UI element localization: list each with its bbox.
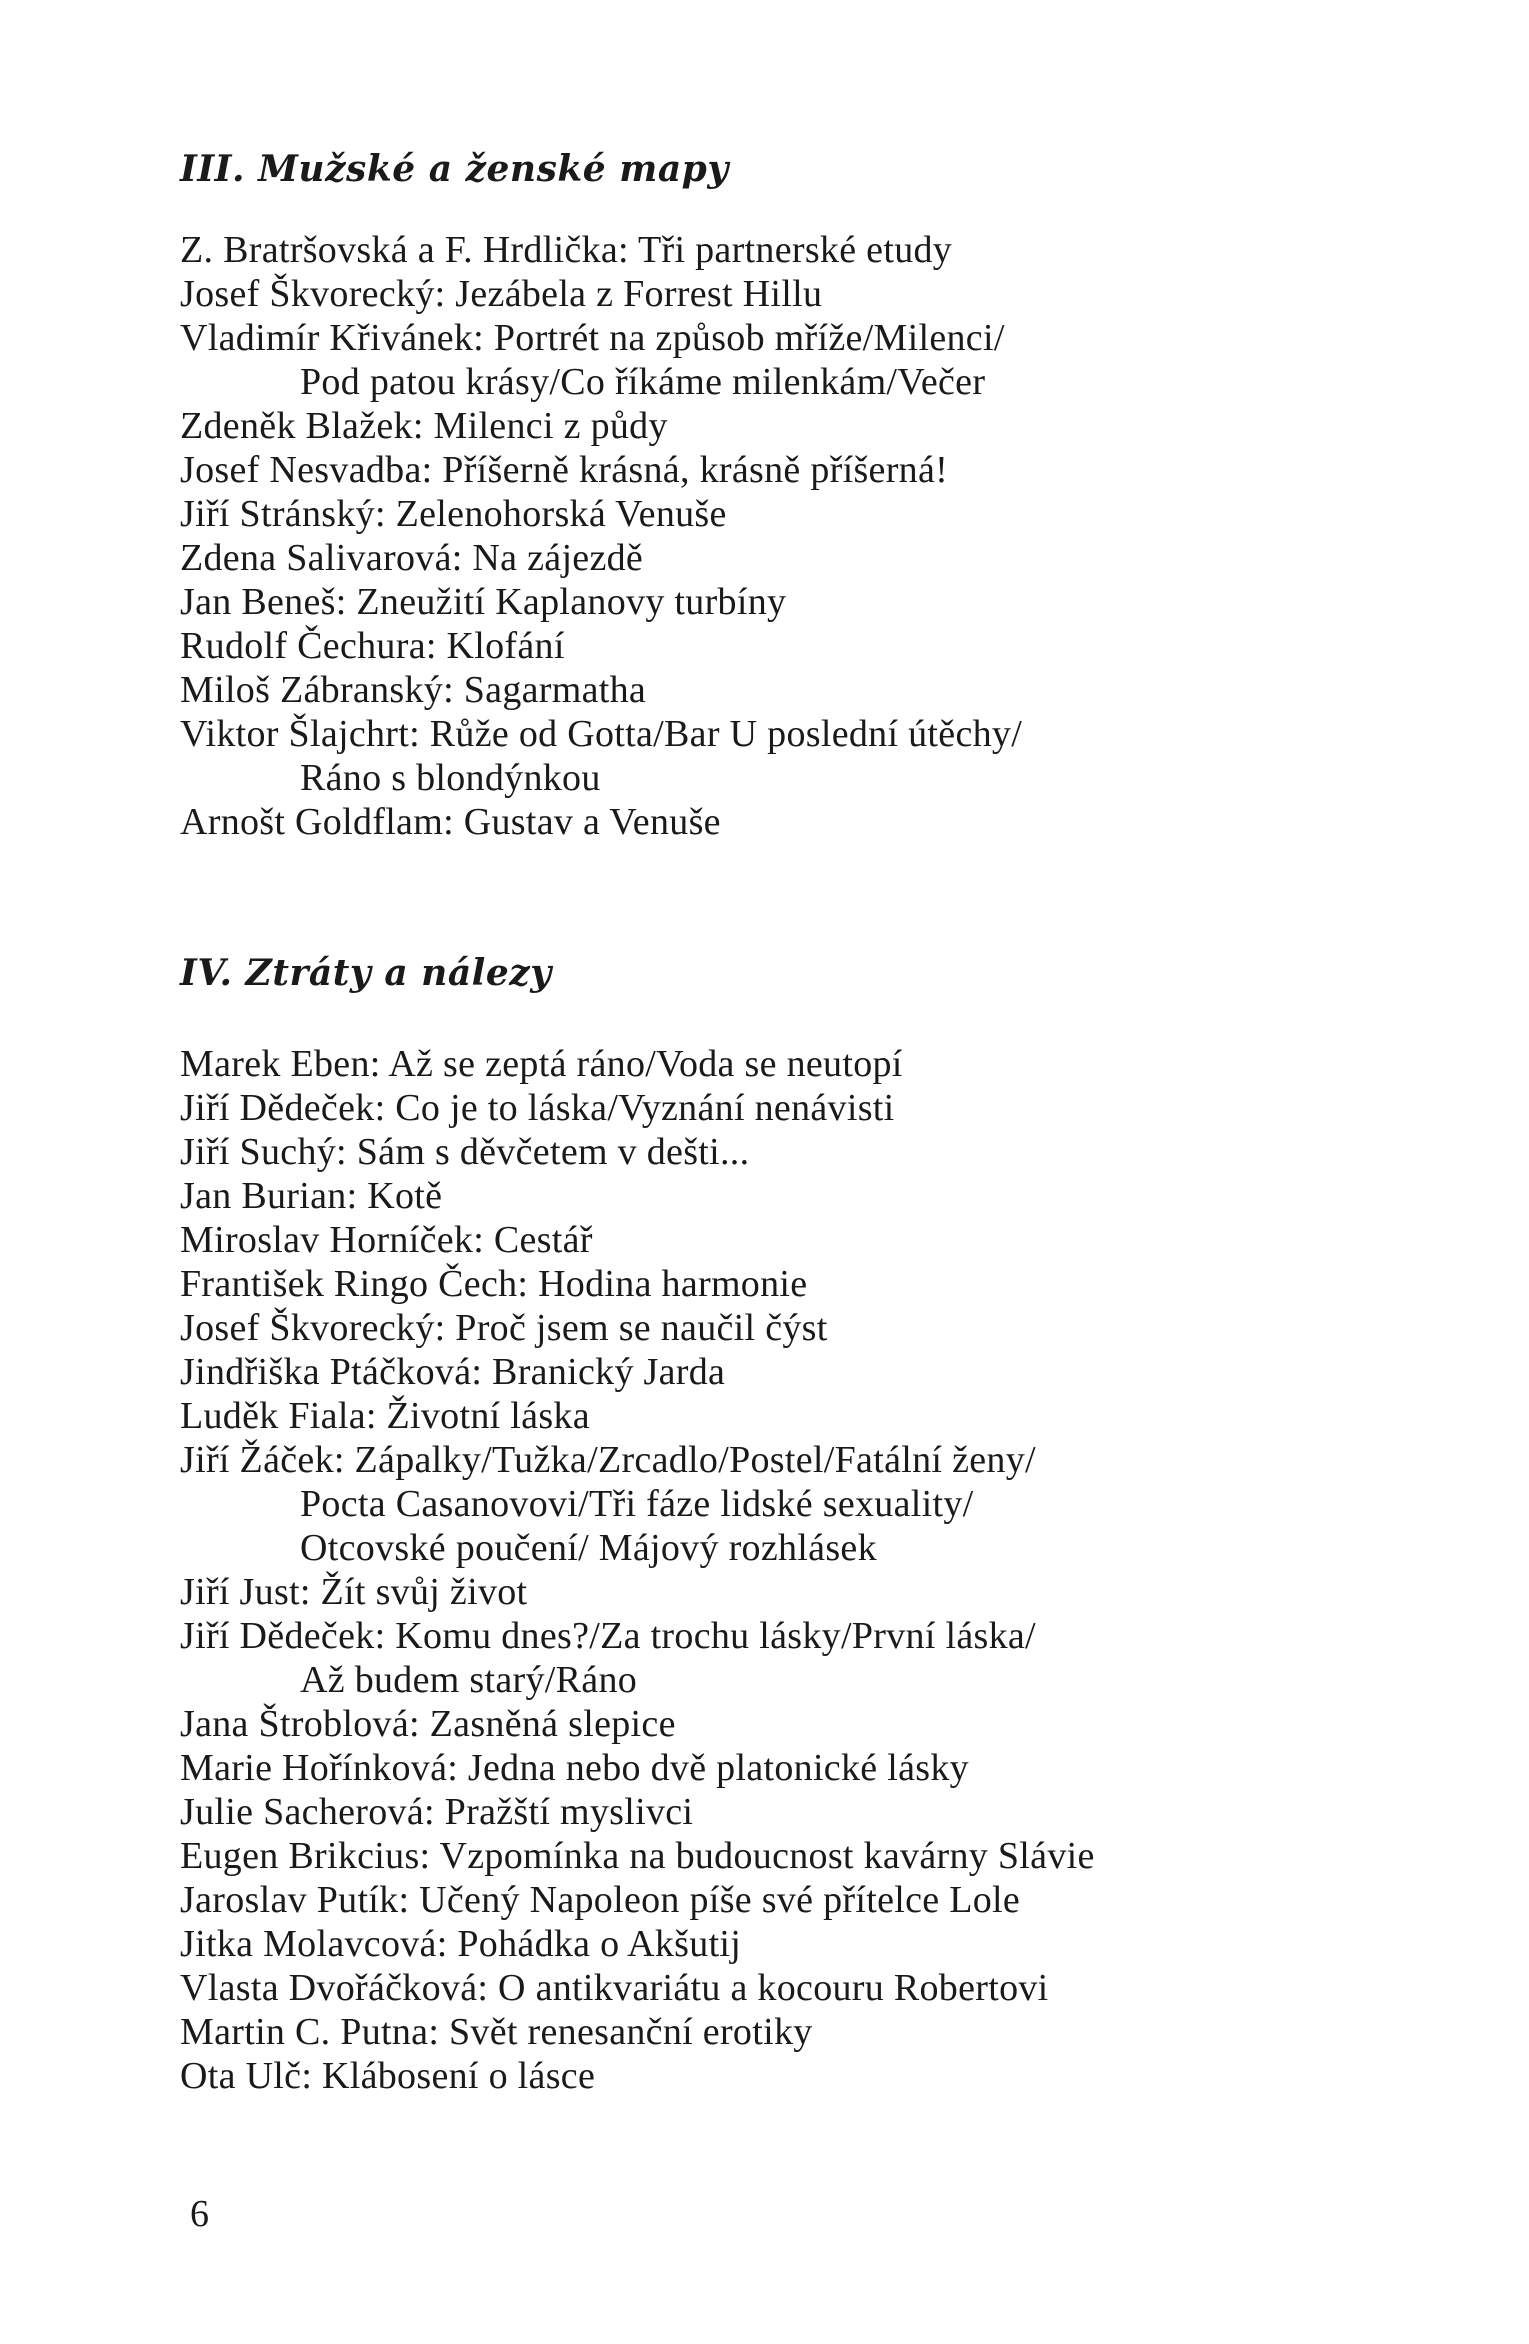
contents-entry: [180, 1130, 1095, 1174]
contents-entry: [180, 1262, 1095, 1306]
entry-line: Jiří Dědeček: Co je to láska/Vyznání nenávisti: [180, 1087, 895, 1129]
contents-entry: [180, 800, 1022, 844]
contents-entry: [180, 1790, 1095, 1834]
entry-continuation: Pocta Casanovovi/Tři fáze lidské sexuality/: [300, 1483, 974, 1525]
entry-continuation: Pod patou krásy/Co říkáme milenkám/Večer: [300, 361, 986, 403]
entry-line: Zdeněk Blažek: Milenci z půdy: [180, 405, 668, 447]
entry-line: Martin C. Putna: Svět renesanční erotiky: [180, 2011, 813, 2053]
entry-line: Z. Bratršovská a F. Hrdlička: Tři partnerské etudy: [180, 229, 953, 271]
contents-list: [180, 228, 1022, 844]
contents-entry: [180, 1174, 1095, 1218]
entry-line: Josef Škvorecký: Jezábela z Forrest Hillu: [180, 273, 823, 315]
contents-entry: [180, 272, 1022, 316]
entry-line: Luděk Fiala: Životní láska: [180, 1395, 590, 1437]
entry-continuation: Otcovské poučení/ Májový rozhlásek: [300, 1527, 877, 1569]
contents-entry: [180, 580, 1022, 624]
contents-entry: [180, 536, 1022, 580]
contents-entry: [180, 1218, 1095, 1262]
contents-entry: [180, 624, 1022, 668]
contents-entry: [180, 1878, 1095, 1922]
entry-continuation: Až budem starý/Ráno: [300, 1659, 638, 1701]
contents-entry: [180, 668, 1022, 712]
entry-line: Rudolf Čechura: Klofání: [180, 625, 565, 667]
entry-line: Vlasta Dvořáčková: O antikvariátu a kocouru Robertovi: [180, 1967, 1049, 2009]
entry-line: Jan Burian: Kotě: [180, 1175, 443, 1217]
contents-entry: [180, 1350, 1095, 1394]
contents-entry: [180, 492, 1022, 536]
contents-entry: [180, 1394, 1095, 1438]
entry-line: Jana Štroblová: Zasněná slepice: [180, 1703, 676, 1745]
entry-line: Josef Škvorecký: Proč jsem se naučil čýst: [180, 1307, 828, 1349]
contents-entry: [180, 712, 1022, 800]
contents-entry: [180, 2054, 1095, 2098]
contents-entry: [180, 2010, 1095, 2054]
contents-entry: [180, 448, 1022, 492]
entry-continuation: Ráno s blondýnkou: [300, 757, 601, 799]
contents-entry: [180, 1834, 1095, 1878]
entry-line: Julie Sacherová: Pražští myslivci: [180, 1791, 694, 1833]
contents-entry: [180, 1438, 1095, 1570]
entry-line: Vladimír Křivánek: Portrét na způsob mříže/Milenci/: [180, 317, 1005, 359]
section-heading: IV. Ztráty a nálezy: [180, 952, 552, 994]
contents-entry: [180, 404, 1022, 448]
contents-entry: [180, 1042, 1095, 1086]
entry-line: Marie Hořínková: Jedna nebo dvě platonické lásky: [180, 1747, 969, 1789]
contents-list: [180, 1042, 1095, 2098]
contents-entry: [180, 316, 1022, 404]
entry-line: Zdena Salivarová: Na zájezdě: [180, 537, 644, 579]
contents-entry: [180, 1702, 1095, 1746]
contents-entry: [180, 1966, 1095, 2010]
contents-entry: [180, 1922, 1095, 1966]
entry-line: Ota Ulč: Klábosení o lásce: [180, 2055, 596, 2097]
entry-line: Viktor Šlajchrt: Růže od Gotta/Bar U poslední útěchy/: [180, 713, 1023, 755]
entry-line: Jitka Molavcová: Pohádka o Akšutij: [180, 1923, 742, 1965]
entry-line: Marek Eben: Až se zeptá ráno/Voda se neutopí: [180, 1043, 903, 1085]
entry-line: Jiří Dědeček: Komu dnes?/Za trochu lásky/První láska/: [180, 1615, 1036, 1657]
entry-line: Miroslav Horníček: Cestář: [180, 1219, 593, 1261]
entry-line: Miloš Zábranský: Sagarmatha: [180, 669, 647, 711]
entry-line: Josef Nesvadba: Příšerně krásná, krásně příšerná!: [180, 449, 949, 491]
entry-line: Jiří Just: Žít svůj život: [180, 1571, 528, 1613]
entry-line: František Ringo Čech: Hodina harmonie: [180, 1263, 808, 1305]
page-number: 6: [190, 2193, 209, 2235]
entry-line: Jiří Suchý: Sám s děvčetem v dešti...: [180, 1131, 750, 1173]
contents-entry: [180, 228, 1022, 272]
contents-entry: [180, 1570, 1095, 1614]
section-heading: III. Mužské a ženské mapy: [180, 148, 729, 190]
entry-line: Jaroslav Putík: Učený Napoleon píše své přítelce Lole: [180, 1879, 1021, 1921]
entry-line: Arnošt Goldflam: Gustav a Venuše: [180, 801, 721, 843]
entry-line: Jindřiška Ptáčková: Branický Jarda: [180, 1351, 726, 1393]
contents-entry: [180, 1614, 1095, 1702]
entry-line: Jan Beneš: Zneužití Kaplanovy turbíny: [180, 581, 787, 623]
contents-entry: [180, 1086, 1095, 1130]
entry-line: Jiří Stránský: Zelenohorská Venuše: [180, 493, 727, 535]
entry-line: Jiří Žáček: Zápalky/Tužka/Zrcadlo/Postel/Fatální ženy/: [180, 1439, 1036, 1481]
entry-line: Eugen Brikcius: Vzpomínka na budoucnost kavárny Slávie: [180, 1835, 1095, 1877]
contents-entry: [180, 1746, 1095, 1790]
contents-entry: [180, 1306, 1095, 1350]
